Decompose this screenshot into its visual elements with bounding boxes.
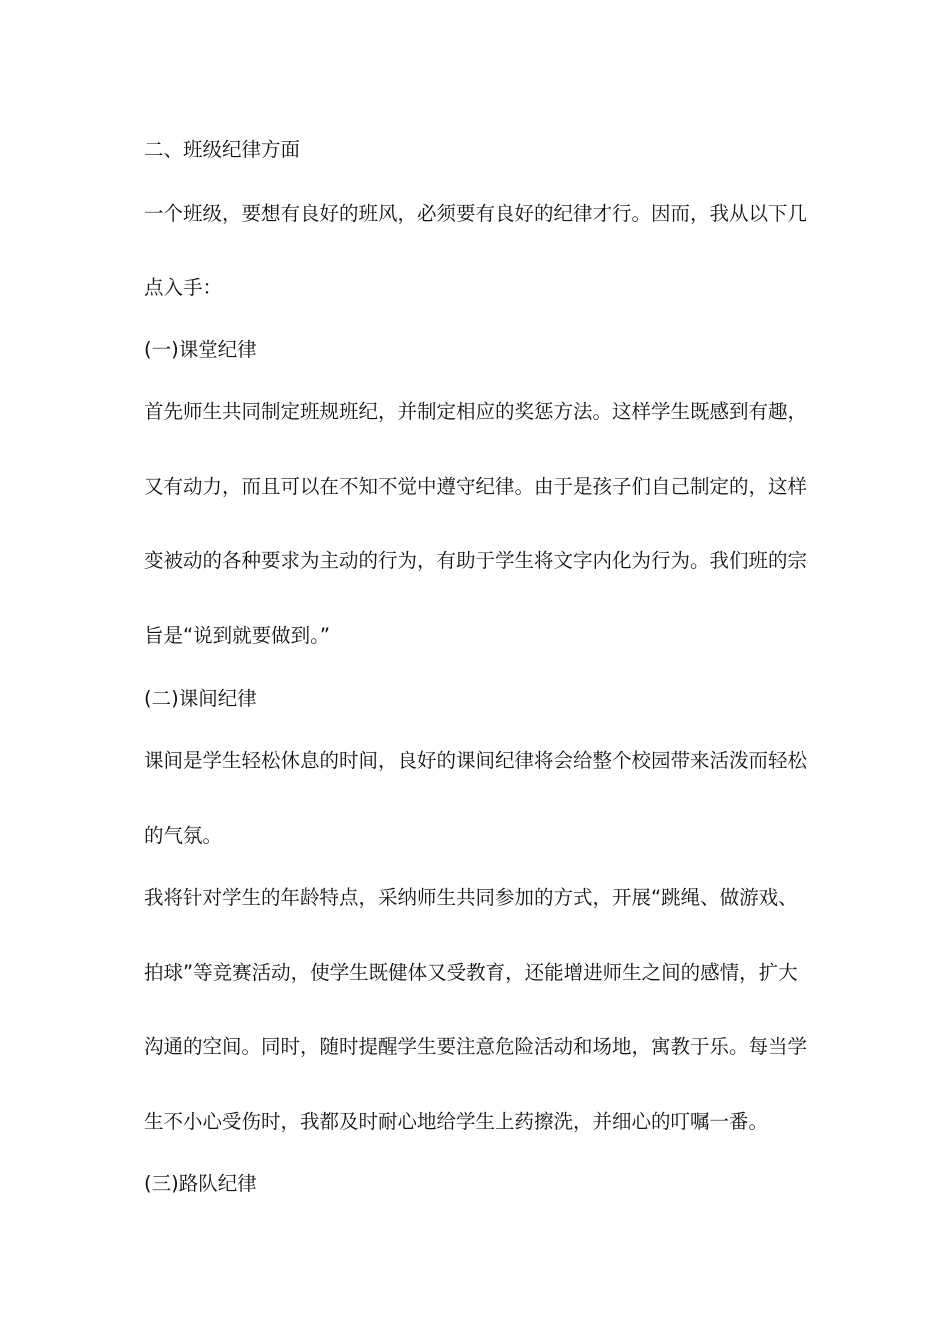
subheading-classroom-discipline: (一)课堂纪律 <box>144 338 257 361</box>
subheading-break-discipline: (二)课间纪律 <box>144 687 257 710</box>
paragraph-line: 拍球”等竞赛活动，使学生既健体又受教育，还能增进师生之间的感情，扩大 <box>144 961 798 984</box>
section-heading-class-discipline: 二、班级纪律方面 <box>144 138 301 161</box>
paragraph-line: 又有动力，而且可以在不知不觉中遵守纪律。由于是孩子们自己制定的，这样 <box>144 475 808 498</box>
paragraph-line: 生不小心受伤时，我都及时耐心地给学生上药擦洗，并细心的叮嘱一番。 <box>144 1110 769 1133</box>
paragraph-line: 的气氛。 <box>144 824 223 847</box>
paragraph-line: 我将针对学生的年龄特点，采纳师生共同参加的方式，开展“跳绳、做游戏、 <box>144 886 798 909</box>
paragraph-line: 点入手： <box>144 276 223 299</box>
subheading-line-up-discipline: (三)路队纪律 <box>144 1172 257 1195</box>
paragraph-line: 首先师生共同制定班规班纪，并制定相应的奖惩方法。这样学生既感到有趣， <box>144 400 808 423</box>
paragraph-line: 一个班级，要想有良好的班风，必须要有良好的纪律才行。因而，我从以下几 <box>144 202 808 225</box>
paragraph-line: 旨是“说到就要做到。” <box>144 624 330 647</box>
paragraph-line: 课间是学生轻松休息的时间，良好的课间纪律将会给整个校园带来活泼而轻松 <box>144 749 808 772</box>
paragraph-line: 变被动的各种要求为主动的行为，有助于学生将文字内化为行为。我们班的宗 <box>144 549 808 572</box>
paragraph-line: 沟通的空间。同时，随时提醒学生要注意危险活动和场地，寓教于乐。每当学 <box>144 1035 808 1058</box>
